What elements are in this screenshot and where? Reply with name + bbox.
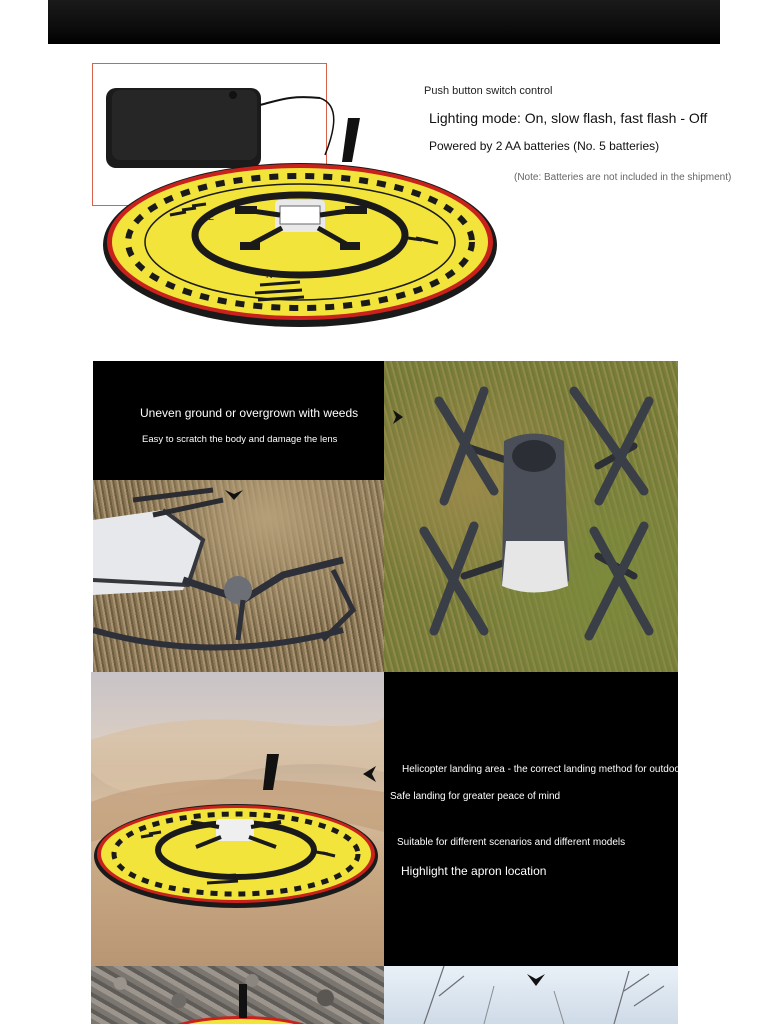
top-banner — [48, 0, 720, 44]
chevron-left-icon — [360, 765, 378, 783]
chevron-down-icon — [526, 972, 546, 988]
problem-title: Uneven ground or overgrown with weeds — [140, 406, 359, 420]
problem-text-panel — [93, 361, 384, 480]
solution-safe-text: Safe landing for greater peace of mind — [390, 791, 561, 802]
battery-box-image — [106, 88, 334, 168]
drone-side-view-image — [93, 480, 384, 672]
drone-top-view-image — [384, 361, 678, 672]
desert-landing-pad-image — [91, 672, 384, 966]
spec-power-text: Powered by 2 AA batteries (No. 5 batteries) — [429, 139, 660, 153]
spec-note-text: (Note: Batteries are not included in the shipment) — [514, 172, 732, 183]
solution-scenarios-text: Suitable for different scenarios and different models — [397, 837, 626, 848]
pad-letter-n: N — [266, 270, 273, 280]
spec-lighting-text: Lighting mode: On, slow flash, fast flash - Off — [429, 110, 708, 126]
solution-text-panel — [384, 672, 678, 966]
solution-area-text: Helicopter landing area - the correct landing method for outdoor flight — [402, 764, 708, 775]
spec-switch-text: Push button switch control — [424, 85, 553, 97]
desert-landing-pad-photo — [91, 672, 384, 966]
product-illustration — [90, 60, 510, 350]
drone-on-weeds-photo — [93, 480, 384, 672]
solution-highlight-text: Highlight the apron location — [401, 864, 547, 878]
pebbles-photo — [91, 966, 384, 1024]
landing-pad-image — [103, 163, 497, 327]
chevron-right-icon — [390, 408, 406, 426]
chevron-down-icon — [224, 488, 244, 502]
problem-subtitle: Easy to scratch the body and damage the lens — [142, 434, 338, 445]
drone-on-grass-photo — [384, 361, 678, 672]
pad-letter-e: E — [208, 212, 215, 222]
